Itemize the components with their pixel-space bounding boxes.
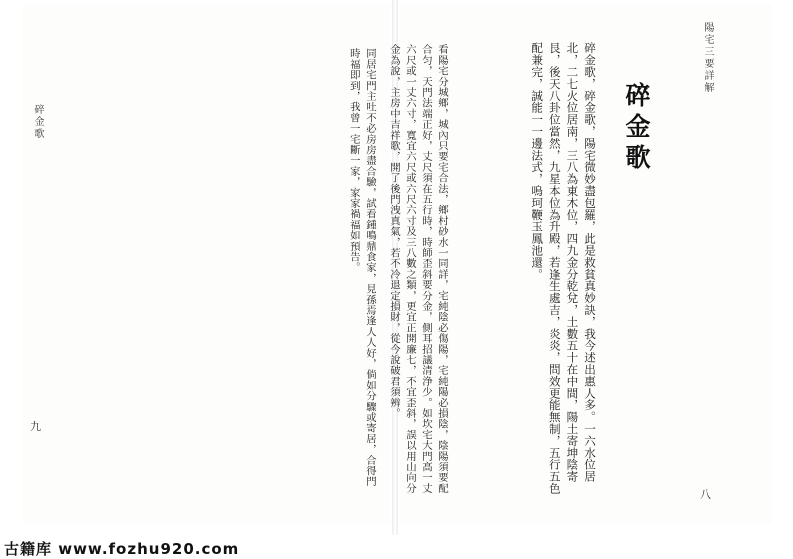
left-running-head: 碎金歌	[32, 104, 43, 140]
watermark-text: 古籍库 www.fozhu920.com	[4, 540, 240, 558]
page-title: 碎金歌	[622, 82, 651, 175]
right-page-number: 八	[700, 488, 711, 501]
left-page	[22, 4, 390, 524]
paragraph-intro: 碎金歌，碎金歌，陽宅微妙盡包羅，此是救貧真妙訣，我今述出惠人多。一六水位居北，二七火位居南，三八為東木位，四九金分乾兌，土數五十在中間，陽土寄坤陰寄艮，後天八卦位當然，九星本位為升殿，若逢生處吉，炎炎，問效更能無制，五行五色配兼完，誠能一一邊法式，嗚珂鞭玉鳳池還。	[530, 42, 597, 495]
paragraph-toilet	[399, 44, 400, 45]
book-gutter	[392, 0, 398, 535]
right-running-head: 陽宅三要詳解	[702, 22, 713, 94]
right-page	[388, 4, 772, 524]
left-page-number: 九	[30, 420, 41, 433]
site-watermark	[0, 535, 793, 559]
paragraph-rules: 看陽宅分城鄉，城內只要宅合法，鄉村砂水一同詳，宅純陰必傷陽，宅純陽必損陰，陰陽須要配合匀，天門法端正好，丈尺須在五行時，時師歪斜要分金，側耳招議清浄少。如坎宅大門高一丈六尺或一丈六寸，寬宜六尺或六尺六寸及三八數之類，更宜正開廉七，不宜歪斜，誤以用山向分金為說，主房中吉祥歌，開了後門洩真氣，若不冷退定損財，從今說破君須辨。	[388, 44, 448, 494]
paragraph-left-1: 同居宅門主吐不必房房盡合驗，試看鍾鳴鼎食家，見孫焉逢人人好，倘如分驟或寄居，合得門時福即到，我曾一宅斷一家，家家禍福如預告。	[347, 48, 376, 487]
